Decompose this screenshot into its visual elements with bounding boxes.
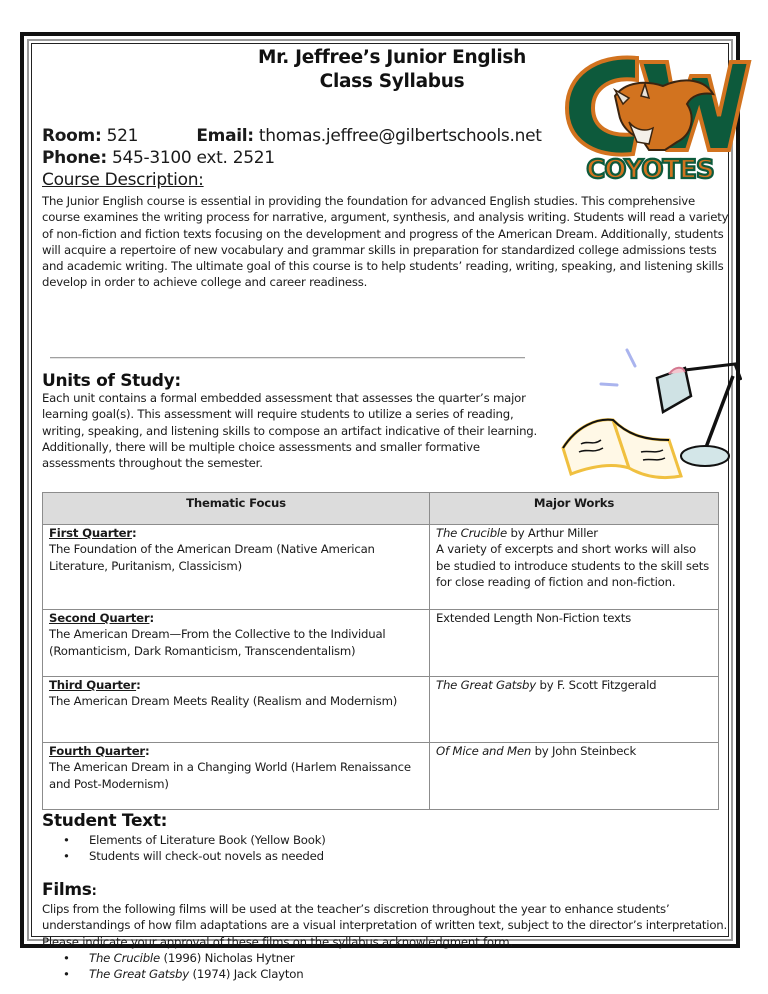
work-title: The Crucible [436,526,507,540]
bullet-icon: • [63,849,70,864]
table-row [43,525,719,610]
room-label: Room: [42,126,102,146]
header-thematic-focus: Thematic Focus [43,493,430,525]
lamp-book-icon [557,340,742,490]
title-line-1: Mr. Jeffree’s Junior English [258,47,526,68]
work-title: Of Mice and Men [436,744,532,758]
student-text-heading: Student Text: [42,811,168,831]
bullet-icon: • [63,833,70,847]
films-list [42,950,642,983]
theme-text: The Foundation of the American Dream (Native American Literature, Puritanism, Classicism) [49,542,375,573]
units-of-study-heading: Units of Study: [42,371,181,391]
table-row [43,610,719,677]
bullet-icon: • [63,967,70,982]
bullet-icon: • [63,951,70,965]
thematic-focus-cell: Third Quarter: The American Dream Meets Reality (Realism and Modernism) [43,677,430,743]
film-title: The Great Gatsby [89,967,189,982]
theme-text: The American Dream in a Changing World (Harlem Renaissance and Post-Modernism) [49,760,411,791]
phone-label: Phone: [42,148,107,168]
section-divider [50,357,525,359]
course-description-heading: Course Description: [42,170,204,190]
thematic-focus-table [42,492,719,810]
major-works-cell: The Crucible by Arthur Miller A variety of excerpts and short works will also be studied to introduce students to the skill sets for close reading of fiction and non-fiction. [430,525,719,610]
page-title [232,46,552,94]
work-extra: A variety of excerpts and short works will also be studied to introduce students to the skill sets for close reading of fiction and non-fiction. [436,542,710,589]
theme-text: The American Dream—From the Collective to the Individual (Romanticism, Dark Romanticism, Transcendentalism) [49,627,386,658]
films-heading: Films: [42,880,97,900]
quarter-label: Fourth Quarter [49,744,145,758]
units-of-study-text: Each unit contains a formal embedded assessment that assesses the quarter’s major learning goal(s). This assessment will require students to utilize a series of reading, writing, speaking, and listening skills to compose an artifact indicative of their learning. Additionally, there will be multiple choice assessments and smaller formative assessments throughout the semester. [42,391,538,471]
email-label: Email: [196,126,254,146]
major-works-cell: Of Mice and Men by John Steinbeck [430,743,719,810]
title-line-2: Class Syllabus [319,71,465,92]
thematic-focus-cell: First Quarter: The Foundation of the American Dream (Native American Literature, Puritanism, Classicism) [43,525,430,610]
major-works-cell: The Great Gatsby by F. Scott Fitzgerald [430,677,719,743]
work-text: Extended Length Non-Fiction texts [436,611,631,625]
course-description-text: The Junior English course is essential in providing the foundation for advanced English studies. This comprehensive course examines the writing process for narrative, argument, synthesis, and analysis writing. Students will read a variety of non-fiction and fiction texts focusing on the development and progress of the American Dream. Additionally, students will acquire a repertoire of new vocabulary and grammar skills in preparation for standardized college admissions tests and academic writing. The ultimate goal of this course is to help students’ reading, writing, speaking, and listening skills develop in order to achieve college and career readiness. [42,194,729,290]
contact-info [42,125,542,169]
work-title: The Great Gatsby [436,678,536,692]
quarter-label: Second Quarter [49,611,150,625]
major-works-cell [430,610,719,677]
header-major-works: Major Works [430,493,719,525]
quarter-label: Third Quarter [49,678,137,692]
film-title: The Crucible [89,951,160,965]
table-header-row [43,493,719,525]
list-item: • The Crucible (1996) Nicholas Hytner [63,951,295,965]
list-item: • The Great Gatsby (1974) Jack Clayton [63,967,304,982]
list-item: • Elements of Literature Book (Yellow Book) [63,833,326,847]
student-text-list [42,832,642,865]
table-row [43,743,719,810]
thematic-focus-cell: Fourth Quarter: The American Dream in a Changing World (Harlem Renaissance and Post-Modernism) [43,743,430,810]
table-row [43,677,719,743]
svg-text:COYOTES: COYOTES [586,155,714,185]
quarter-label: First Quarter [49,526,132,540]
room-value: 521 [106,126,139,146]
thematic-focus-cell: Second Quarter: The American Dream—From the Collective to the Individual (Romanticism, Dark Romanticism, Transcendentalism) [43,610,430,677]
phone-value: 545-3100 ext. 2521 [111,148,275,168]
films-description: Clips from the following films will be used at the teacher’s discretion throughout the year to enhance students’ understandings of how film adaptations are a visual interpretation of written text, subject to the director’s interpretation. Please indicate your approval of these films on the syllabus acknowledgment form. [42,902,728,949]
list-item: • Students will check-out novels as needed [63,849,324,864]
email-value: thomas.jeffree@gilbertschools.net [258,126,542,146]
theme-text: The American Dream Meets Reality (Realism and Modernism) [49,694,398,709]
coyotes-logo-icon [545,46,755,186]
